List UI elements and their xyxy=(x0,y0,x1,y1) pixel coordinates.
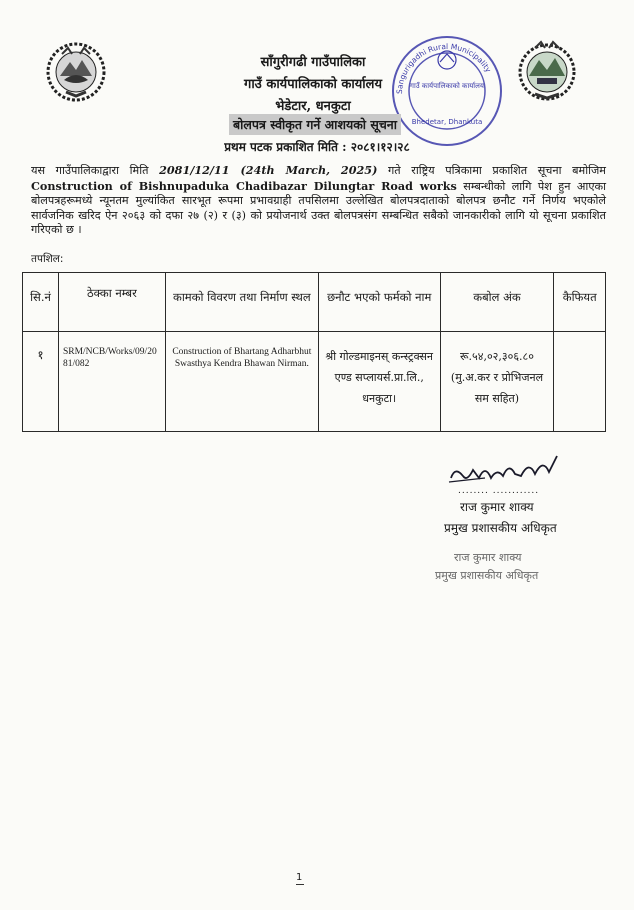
cell-contract-no: SRM/NCB/Works/09/2081/082 xyxy=(58,332,165,432)
body-intro: यस गाउँपालिकाद्वारा मिति xyxy=(31,164,160,177)
svg-text:Sangurigadhi Rural Municipalit: Sangurigadhi Rural Municipality xyxy=(394,41,493,95)
col-header-firm: छनौट भएको फर्मको नाम xyxy=(318,273,440,332)
col-header-contract: ठेक्का नम्बर xyxy=(58,273,165,332)
body-rest: सम्बन्धीको लागि पेश हुन आएका बोलपत्रहरूमध्ये न्यूनतम मुल्यांकित सारभूत रूपमा प्रभावग्राही तपसिलमा उल्लेखित बोलपत्रदाताको बोलपत्र छनौट गर्ने निर्णय भएकोले सार्वजनिक खरिद ऐन २०६३ को दफा २७ (२) र (३) को प्रयोजनार्थ उक्त बोलपत्रसंग सम्बन्धित सबैको जानकारीको लागि यो सूचना प्रकाशित गरिएको छ । xyxy=(31,179,607,236)
handwritten-signature-icon xyxy=(445,448,565,488)
tender-date: 2081/12/11 (24th March, 2025) xyxy=(159,163,378,177)
page-number: 1 xyxy=(296,872,303,883)
body-mid: गते राष्ट्रिय पत्रिकामा प्रकाशित सूचना बमोजिम xyxy=(377,164,606,177)
signature-line: ........ ............ xyxy=(458,486,540,496)
amount-note: (मु.अ.कर र प्रोभिजनल सम सहित) xyxy=(450,371,544,405)
project-name: Construction of Bishnupaduka Chadibazar Dilungtar Road works xyxy=(31,178,457,193)
notice-title: बोलपत्र स्वीकृत गर्ने आशयको सूचना xyxy=(229,114,401,135)
office-name: गाउँ कार्यपालिकाको कार्यालय xyxy=(244,77,382,92)
col-header-description: कामको विवरण तथा निर्माण स्थल xyxy=(165,273,318,332)
col-header-remarks: कैफियत xyxy=(554,273,606,332)
cell-description: Construction of Bhartang Adharbhut Swasthya Kendra Bhawan Nirman. xyxy=(165,332,318,432)
cell-amount xyxy=(440,332,554,432)
office-address: भेडेटार, धनकुटा xyxy=(275,99,351,114)
signatory-name: राज कुमार शाक्य xyxy=(460,500,534,514)
amount-value: रू.५४,०२,३०६.८० xyxy=(459,350,534,363)
signatory-title: प्रमुख प्रशासकीय अधिकृत xyxy=(444,521,557,535)
nepal-emblem-left-icon xyxy=(44,40,108,104)
details-label: तपशिल: xyxy=(31,253,64,265)
notice-body xyxy=(31,163,606,238)
page-number-underline xyxy=(296,884,304,885)
table-header-row xyxy=(23,273,606,332)
title-stamp: प्रमुख प्रशासकीय अधिकृत xyxy=(435,569,539,582)
bid-table xyxy=(22,272,606,432)
cell-sn: १ xyxy=(23,332,59,432)
svg-text:Bhedetar, Dhankuta: Bhedetar, Dhankuta xyxy=(411,118,483,126)
municipality-name: साँगुरीगढी गाउँपालिका xyxy=(260,55,366,70)
name-stamp: राज कुमार शाक्य xyxy=(454,551,522,564)
nepal-emblem-right-icon xyxy=(515,38,579,102)
svg-text:गाउँ कार्यपालिकाको कार्यालय: गाउँ कार्यपालिकाको कार्यालय xyxy=(410,82,484,90)
col-header-sn: सि.नं xyxy=(23,273,59,332)
cell-remarks xyxy=(554,332,606,432)
col-header-amount: कबोल अंक xyxy=(440,273,554,332)
cell-firm: श्री गोल्डमाइनस् कन्स्ट्रक्सन एण्ड सप्लायर्स.प्रा.लि., धनकुटा। xyxy=(318,332,440,432)
table-row xyxy=(23,332,606,432)
published-date: प्रथम पटक प्रकाशित मिति : २०८१।१२।२८ xyxy=(224,140,410,154)
